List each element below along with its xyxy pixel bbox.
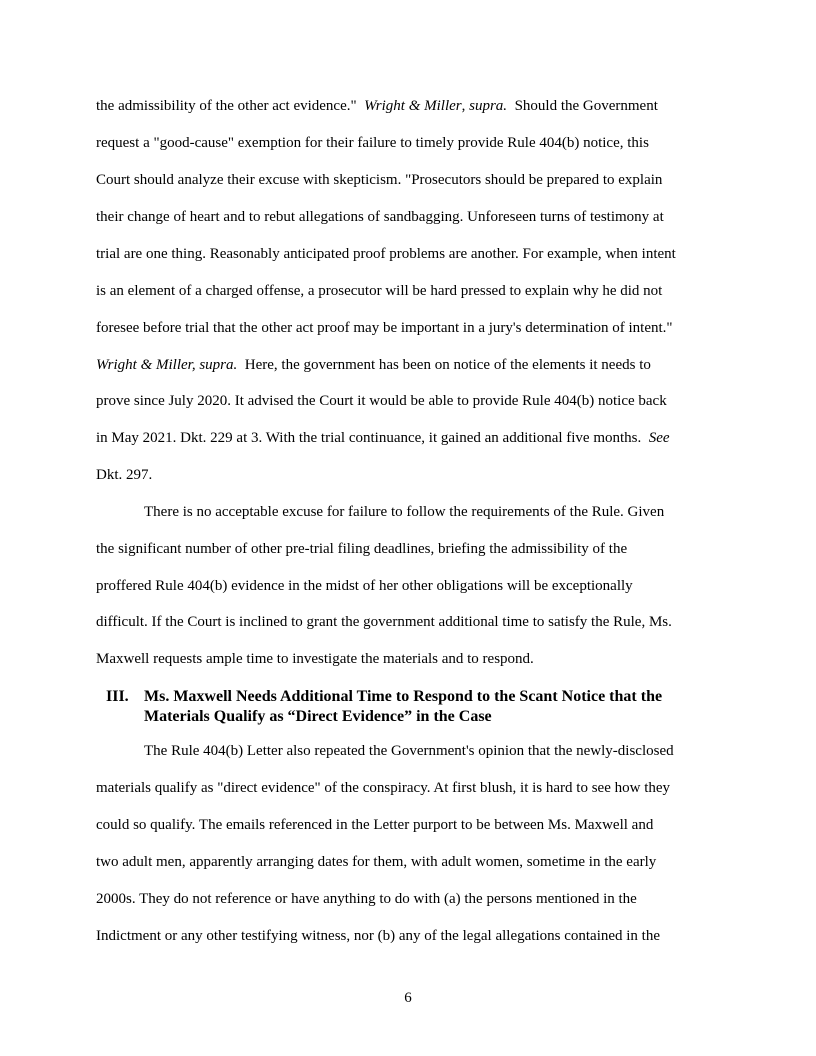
section-title-line-1: Ms. Maxwell Needs Additional Time to Respond to the Scant Notice that the — [144, 688, 663, 705]
text-line: There is no acceptable excuse for failure to follow the requirements of the Rule. Given — [144, 504, 665, 520]
text-line: two adult men, apparently arranging dates for them, with adult women, sometime in the early — [96, 854, 657, 870]
text-line: trial are one thing. Reasonably anticipated proof problems are another. For example, when intent — [96, 246, 676, 262]
page-number: 6 — [404, 990, 412, 1006]
text-line: 2000s. They do not reference or have anything to do with (a) the persons mentioned in the — [96, 891, 637, 907]
text-line: The Rule 404(b) Letter also repeated the Government's opinion that the newly-disclosed — [144, 743, 674, 759]
text-line: materials qualify as "direct evidence" of the conspiracy. At first blush, it is hard to see how they — [96, 780, 671, 796]
section-title-line-2: Materials Qualify as “Direct Evidence” in the Case — [144, 708, 492, 725]
text-line: their change of heart and to rebut allegations of sandbagging. Unforeseen turns of testimony at — [96, 209, 664, 225]
text-line: the admissibility of the other act evidence." Wright & Miller, supra. Should the Government — [96, 98, 658, 114]
text-line: prove since July 2020. It advised the Court it would be able to provide Rule 404(b) notice back — [96, 393, 667, 409]
text-line: could so qualify. The emails referenced in the Letter purport to be between Ms. Maxwell and — [96, 817, 654, 833]
text-line: Maxwell requests ample time to investigate the materials and to respond. — [96, 651, 534, 667]
text-line: foresee before trial that the other act proof may be important in a jury's determination of intent." — [96, 320, 673, 336]
text-line: in May 2021. Dkt. 229 at 3. With the trial continuance, it gained an additional five months. See — [96, 430, 670, 446]
signal-see: See — [648, 430, 670, 446]
text-line: is an element of a charged offense, a prosecutor will be hard pressed to explain why he did not — [96, 283, 663, 299]
citation: Wright & Miller — [364, 98, 462, 114]
citation: Wright & Miller, supra. — [96, 357, 238, 373]
text-line: Wright & Miller, supra. Here, the government has been on notice of the elements it needs to — [96, 357, 651, 373]
text-line: Indictment or any other testifying witness, nor (b) any of the legal allegations contained in the — [96, 928, 661, 944]
text-line: the significant number of other pre-trial filing deadlines, briefing the admissibility of the — [96, 541, 628, 557]
text-line: Dkt. 297. — [96, 467, 153, 483]
section-number: III. — [106, 688, 129, 705]
text-line: proffered Rule 404(b) evidence in the midst of her other obligations will be exceptionally — [96, 578, 633, 594]
text-line: request a "good-cause" exemption for their failure to timely provide Rule 404(b) notice, this — [96, 135, 649, 151]
text-line: difficult. If the Court is inclined to grant the government additional time to satisfy the Rule, Ms. — [96, 614, 672, 630]
citation-supra: supra. — [469, 98, 508, 114]
text-line: Court should analyze their excuse with skepticism. "Prosecutors should be prepared to explain — [96, 172, 663, 188]
